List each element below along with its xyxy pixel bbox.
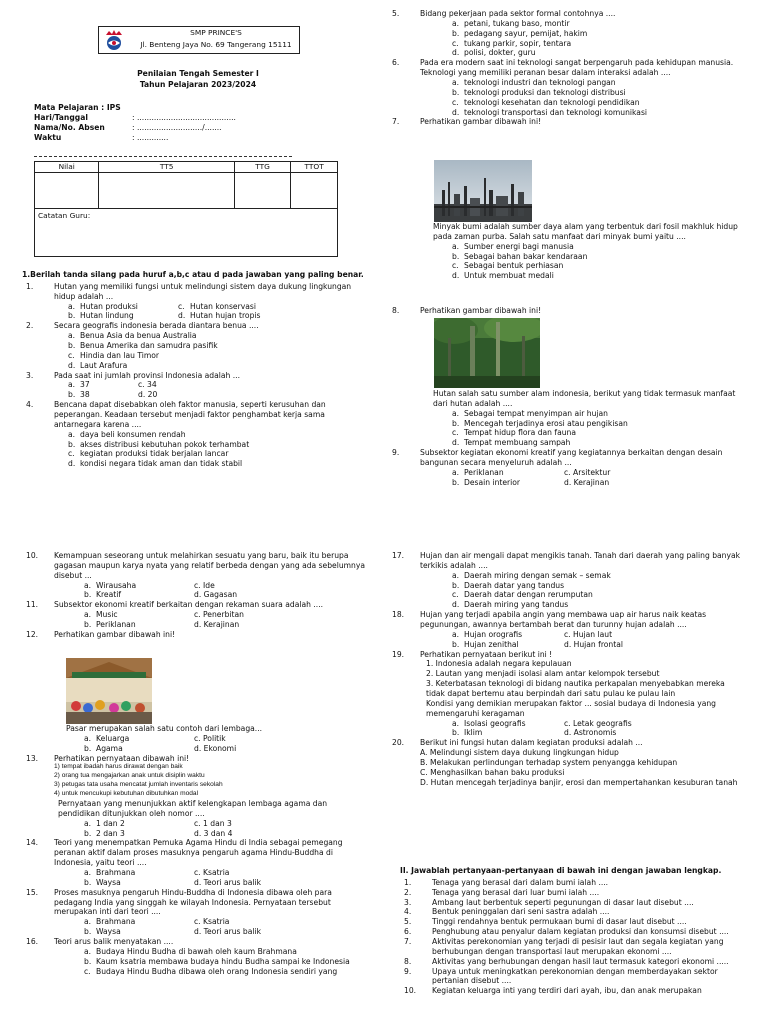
q19-statement-1: 1. Indonesia adalah negara kepulauan: [426, 659, 572, 669]
question-12: 12. Perhatikan gambar dibawah ini!: [26, 629, 176, 639]
section-2-title: II. Jawablah pertanyaan-pertanyaan di bawah ini dengan jawaban lengkap.: [400, 866, 722, 875]
q19-option-d[interactable]: d. Astronomis: [564, 728, 617, 738]
meta-name-value[interactable]: : .........................../.......: [132, 122, 222, 132]
q16-option-c[interactable]: Budaya Hindu Budha dibawa oleh orang Indonesia sendiri yang: [96, 966, 338, 976]
essay-item[interactable]: 6. Penghubung atau penyalur dalam kegiatan produksi dan konsumsi disebut ....: [404, 927, 729, 937]
q2-option-d[interactable]: Laut Arafura: [80, 360, 128, 370]
essay-item[interactable]: 1. Tenaga yang berasal dari dalam bumi ialah ....: [404, 877, 609, 887]
section-2-block: [400, 866, 746, 996]
q17-option-d[interactable]: Daerah miring yang tandus: [464, 600, 569, 610]
q8-option-b[interactable]: Mencegah terjadinya erosi atau pengikisan: [464, 418, 628, 428]
question-13: 13. Perhatikan pernyataan dibawah ini! 1) tempat ibadah harus dirawat dengan baik 2) orang tua mengajarkan anak untuk disiplin waktu 3) petugas tata usaha mencatat jumlah inventaris sekolah 4) untuk mencukupi kebutuhan dibutuhkan modal Pernyataan yang menunjukkan aktif kelengkapan lembaga agama dan pendidikan ditunjukkan oleh nomor .... a. 1 dan 2 c. 1 dan 3 b. 2 dan 3 d. 3 dan 4: [40, 754, 370, 839]
q11-option-b[interactable]: Periklanan: [96, 620, 136, 630]
school-logo-icon: [102, 29, 126, 51]
q16-option-b[interactable]: Kaum ksatria membawa budaya hindu Budha sampai ke Indonesia: [96, 956, 350, 966]
q1-option-b[interactable]: Hutan lindung: [80, 311, 134, 321]
q11-option-a[interactable]: Music: [96, 610, 118, 620]
q17-option-a[interactable]: Daerah miring dengan semak – semak: [464, 570, 611, 580]
q13-option-a[interactable]: 1 dan 2: [96, 818, 125, 828]
q16-option-a[interactable]: Budaya Hindu Budha di bawah oleh kaum Brahmana: [96, 946, 297, 956]
teacher-note[interactable]: [35, 209, 338, 257]
q5-option-b[interactable]: pedagang sayur, pemijat, hakim: [464, 28, 588, 38]
q13-option-d[interactable]: d. 3 dan 4: [194, 828, 233, 838]
meta-name-label: Nama/No. Absen: [34, 122, 105, 132]
q4-option-c[interactable]: kegiatan produksi tidak berjalan lancar: [80, 449, 229, 459]
q5-option-d[interactable]: polisi, dokter, guru: [464, 48, 536, 58]
grade-cell[interactable]: [291, 173, 338, 209]
q8-option-d[interactable]: Tempat membuang sampah: [464, 438, 571, 448]
question-8: 8. Perhatikan gambar dibawah ini!: [392, 306, 542, 315]
q4-option-d[interactable]: kondisi negara tidak aman dan tidak stabil: [80, 459, 243, 469]
q7-description: Minyak bumi adalah sumber daya alam yang terbentuk dari fosil makhluk hidup pada zaman purba. Salah satu manfaat dari minyak bumi yaitu ....: [433, 222, 738, 241]
q15-option-c[interactable]: c. Ksatria: [194, 917, 230, 927]
grade-col-ttot: TTOT: [291, 162, 338, 173]
question-10: 10. Kemampuan seseorang untuk melahirkan sesuatu yang baru, baik itu berupa gagasan maupun karya nyata yang relatif berbeda dengan yang ada sebelumnya disebut ... a. Wirausaha c. Ide b. Kreatif d. Gagasan: [26, 551, 366, 600]
q20-option-c[interactable]: C. Menghasilkan bahan baku produksi: [420, 767, 565, 777]
q7-option-c[interactable]: Sebagai bentuk perhiasan: [464, 261, 564, 271]
question-6: 6. Pada era modern saat ini teknologi sangat berpengaruh pada kehidupan manusia. Teknologi yang memiliki peranan besar dalam interaksi adalah .... a. teknologi industri dan teknologi pangan b. teknologi produksi dan teknologi distribusi c. teknologi kesehatan dan teknologi pendidikan d. teknologi transportasi dan teknologi komunikasi: [392, 58, 734, 117]
grade-col-tt5: TT5: [99, 162, 234, 173]
question-19: 19. Perhatikan pernyataan berikut ini ! 1. Indonesia adalah negara kepulauan 2. Lautan yang menjadi isolasi alam antar kelompok tersebut 3. Keterbatasan teknologi di bidang nautika perkapalan menyebabkan mereka tidak dapat bertemu atau berpindah dari satu pulau ke pulau lain Kondisi yang demikian merupakan faktor ... sosial budaya di Indonesia yang memengaruhi keragaman a. Isolasi geografis c. Letak geografis b. Iklim d. Astronomis: [406, 650, 746, 739]
q19-option-a[interactable]: Isolasi geografis: [464, 718, 526, 728]
q2-option-b[interactable]: Benua Amerika dan samudra pasifik: [80, 341, 218, 351]
q9-option-a[interactable]: Periklanan: [464, 467, 504, 477]
oil-refinery-image: [434, 160, 532, 222]
q18-option-c[interactable]: c. Hujan laut: [564, 629, 613, 639]
q3-option-c[interactable]: c. 34: [138, 380, 157, 390]
q1-option-c[interactable]: Hutan konservasi: [190, 301, 256, 311]
q19-option-c[interactable]: c. Letak geografis: [564, 718, 632, 728]
q10-option-a[interactable]: Wirausaha: [96, 580, 137, 590]
q19-statement-2: 2. Lautan yang menjadi isolasi alam antar kelompok tersebut: [426, 669, 660, 679]
q13-statement-2: 2) orang tua mengajarkan anak untuk disiplin waktu: [54, 772, 205, 780]
q14-option-a[interactable]: Brahmana: [96, 868, 136, 878]
q11-option-d[interactable]: d. Kerajinan: [194, 620, 240, 630]
q19-statement-3: 3. Keterbatasan teknologi di bidang nautika perkapalan menyebabkan mereka tidak dapat bertemu atau berpindah dari satu pulau ke pulau lain: [426, 679, 725, 699]
q15-option-b[interactable]: Waysa: [96, 927, 121, 937]
question-4: 4. Bencana dapat disebabkan oleh faktor manusia, seperti kerusuhan dan peperangan. Keadaan tersebut menjadi faktor penghambat kerja sama antarnegara karena .... a. daya beli konsumen rendah b. akses distribusi kebutuhan pokok terhambat c. kegiatan produksi tidak berjalan lancar d. kondisi negara tidak aman dan tidak stabil: [26, 400, 326, 469]
exam-year: Tahun Pelajaran 2023/2024: [139, 80, 257, 89]
q6-option-a[interactable]: teknologi industri dan teknologi pangan: [464, 78, 616, 88]
question-5: 5. Bidang pekerjaan pada sektor formal contohnya .... a. petani, tukang baso, montir b. pedagang sayur, pemijat, hakim c. tukang parkir, sopir, tentara d. polisi, dokter, guru: [392, 9, 616, 58]
q4-option-a[interactable]: daya beli konsumen rendah: [80, 429, 186, 439]
q10-option-c[interactable]: c. Ide: [194, 580, 215, 590]
meta-date-label: Hari/Tanggal: [34, 112, 88, 122]
exam-title: Penilaian Tengah Semester I: [137, 69, 259, 78]
question-11: 11. Subsektor ekonomi kreatif berkaitan dengan rekaman suara adalah .... a. Music c. Penerbitan b. Periklanan d. Kerajinan: [26, 600, 324, 630]
q9-option-c[interactable]: c. Arsitektur: [564, 467, 611, 477]
q7-option-a[interactable]: Sumber energi bagi manusia: [464, 241, 574, 251]
meta-time-value[interactable]: : .............: [132, 132, 169, 142]
question-9: 9. Subsektor kegiatan ekonomi kreatif yang kegiatannya berkaitan dengan desain bangunan secara menyeluruh adalah ...: [392, 448, 723, 468]
grade-cell[interactable]: [99, 173, 234, 209]
q13-description: Pernyataan yang menunjukkan aktif kelengkapan lembaga agama dan pendidikan ditunjukkan oleh nomor ....: [58, 799, 328, 818]
q13-option-c[interactable]: c. 1 dan 3: [194, 818, 232, 828]
essay-item[interactable]: 5. Tinggi rendahnya bentuk permukaan bumi di dasar laut disebut ....: [404, 917, 687, 927]
school-address: Jl. Benteng Jaya No. 69 Tangerang 15111: [140, 40, 292, 49]
question-3: 3. Pada saat ini jumlah provinsi Indonesia adalah ... a. 37 c. 34 b. 38 d. 20: [26, 370, 241, 400]
school-name: SMP PRINCE'S: [190, 28, 242, 37]
q3-option-b[interactable]: 38: [80, 390, 90, 400]
q19-description: Kondisi yang demikian merupakan faktor ... sosial budaya di Indonesia yang memengaruhi keragaman: [426, 698, 716, 718]
q6-option-d[interactable]: teknologi transportasi dan teknologi komunikasi: [464, 107, 648, 117]
q12-description: Pasar merupakan salah satu contoh dari lembaga...: [66, 724, 263, 733]
meta-date-value[interactable]: : .........................................: [132, 112, 236, 122]
q13-statement-4: 4) untuk mencukupi kebutuhan dibutuhkan modal: [54, 790, 199, 798]
grade-cell[interactable]: [35, 173, 99, 209]
q7-option-b[interactable]: Sebagai bahan bakar kendaraan: [464, 251, 588, 261]
question-15: 15. Proses masuknya pengaruh Hindu-Buddha di Indonesia dibawa oleh para pedagang India yang singgah ke wilayah Indonesia. Pernyataan tersebut merupakan inti dari teori .... a. Brahmana c. Ksatria b. Waysa d. Teori arus balik: [26, 887, 332, 937]
question-17: 17. Hujan dan air mengali dapat mengikis tanah. Tanah dari daerah yang paling banyak terkikis adalah .... a. Daerah miring dengan semak – semak b. Daerah datar yang tandus c. Daerah datar dengan rerumputan d. Daerah miring yang tandus: [392, 551, 741, 610]
q7-option-d[interactable]: Untuk membuat medali: [464, 271, 554, 281]
meta-block: [34, 103, 294, 142]
q17-option-b[interactable]: Daerah datar yang tandus: [464, 580, 565, 590]
q9-option-b[interactable]: Desain interior: [464, 477, 521, 487]
meta-subject: Mata Pelajaran : IPS: [34, 103, 121, 112]
q2-option-a[interactable]: Benua Asia da benua Australia: [80, 331, 197, 341]
q12-option-b[interactable]: Agama: [96, 743, 123, 753]
q13-statement-3: 3) petugas tata usaha mencatat jumlah inventaris sekolah: [54, 781, 223, 789]
q10-option-b[interactable]: Kreatif: [96, 590, 122, 600]
grade-col-ttg: TTG: [234, 162, 290, 173]
essay-item[interactable]: 7. Aktivitas perekonomian yang terjadi di pesisir laut dan segala kegiatan yang berhubungan dengan transportasi laut merupakan ekonomi ....: [404, 937, 724, 956]
q12-option-a[interactable]: Keluarga: [96, 733, 130, 743]
q1-option-a[interactable]: Hutan produksi: [80, 301, 138, 311]
forest-image: [434, 318, 540, 388]
q14-option-b[interactable]: Waysa: [96, 877, 121, 887]
teacher-note-label: Catatan Guru:: [38, 211, 91, 220]
q18-option-d[interactable]: d. Hujan frontal: [564, 639, 623, 649]
bottom-left-block-2: Pasar merupakan salah satu contoh dari lembaga... a. Keluarga c. Politik b. Agama d. Ekonomi 13. Perhatikan pernyataan dibawah ini! 1) tempat ibadah harus dirawat dengan baik 2) orang tua mengajarkan anak untuk disiplin waktu 3) petugas tata usaha mencatat jumlah inventaris sekolah 4) untuk mencukupi kebutuhan dibutuhkan modal Pernyataan yang menunjukkan aktif kelengkapan lembaga agama dan pendidikan ditunjukkan oleh nomor .... a. 1 dan 2 c. 1 dan 3 b. 2 dan 3 d. 3 dan 4 14. Teori yang menempatkan Pemuka Agama Hindu di India sebagai pemegang peranan aktif dalam proses masuknya pengaruh agama Hindu-Buddha di Indonesia, yaitu teori .... a. Brahmana c. Ksatria b. Waysa d. Teori arus balik 15. Proses masuknya pengaruh Hindu-Buddha di Indonesia dibawa oleh para pedagang India yang singgah ke wilayah Indonesia. Pernyataan tersebut merupakan inti dari teori .... a. Brahmana c. Ksatria b. Waysa d. Teori arus balik 16. Teori arus balik menyatakan .... a. Budaya Hindu Budha di bawah oleh kaum Brahmana b. Kaum ksatria membawa budaya hindu Budha sampai ke Indonesia c. Budaya Hindu Budha dibawa oleh orang Indonesia sendiri yang: [40, 724, 370, 976]
q18-option-b[interactable]: Hujan zenithal: [464, 639, 519, 649]
essay-item[interactable]: 9. Upaya untuk meningkatkan perekonomian dengan memberdayakan sektor pertanian disebut ....: [404, 966, 718, 986]
q12-option-d[interactable]: d. Ekonomi: [194, 743, 237, 753]
q8-option-a[interactable]: Sebagai tempat menyimpan air hujan: [464, 408, 608, 418]
q5-option-c[interactable]: tukang parkir, sopir, tentara: [464, 38, 572, 48]
question-16: 16. Teori arus balik menyatakan .... a. Budaya Hindu Budha di bawah oleh kaum Brahmana b. Kaum ksatria membawa budaya hindu Budha sampai ke Indonesia c. Budaya Hindu Budha dibawa oleh orang Indonesia sendiri yang: [26, 937, 350, 976]
q11-option-c[interactable]: c. Penerbitan: [194, 610, 244, 620]
question-20: 20. Berikut ini fungsi hutan dalam kegiatan produksi adalah ... A. Melindungi sistem daya dukung lingkungan hidup B. Melakukan perlindungan terhadap system penyangga kehidupan C. Menghasilkan bahan baku produksi D. Hutan mencegah terjadinya banjir, erosi dan mempertahankan kesuburan tanah: [406, 738, 746, 787]
q1-option-d[interactable]: Hutan hujan tropis: [190, 311, 261, 321]
grade-table: [34, 161, 338, 257]
question-7-body: Minyak bumi adalah sumber daya alam yang terbentuk dari fosil makhluk hidup pada zaman purba. Salah satu manfaat dari minyak bumi yaitu .... a. Sumber energi bagi manusia b. Sebagai bahan bakar kendaraan c. Sebagai bentuk perhiasan d. Untuk membuat medali: [406, 222, 746, 281]
essay-item[interactable]: 2. Tenaga yang berasal dari luar bumi ialah ....: [404, 887, 600, 897]
q6-option-c[interactable]: teknologi kesehatan dan teknologi pendidikan: [464, 97, 640, 107]
q12-option-c[interactable]: c. Politik: [194, 733, 226, 743]
q6-option-b[interactable]: teknologi produksi dan teknologi distribusi: [464, 87, 626, 97]
section-1-block: [22, 270, 370, 469]
q20-option-d[interactable]: D. Hutan mencegah terjadinya banjir, erosi dan mempertahankan kesuburan tanah: [420, 777, 738, 787]
question-8-body: Hutan salah satu sumber alam indonesia, berikut yang tidak termasuk manfaat dari hutan adalah .... a. Sebagai tempat menyimpan air hujan b. Mencegah terjadinya erosi atau pengikisan c. Tempat hidup flora dan fauna d. Tempat membuang sampah 9. Subsektor kegiatan ekonomi kreatif yang kegiatannya berkaitan dengan desain bangunan secara menyeluruh adalah ... a. Periklanan c. Arsitektur b. Desain interior d. Kerajinan: [406, 389, 746, 488]
q3-option-d[interactable]: d. 20: [138, 390, 158, 400]
q10-option-d[interactable]: d. Gagasan: [194, 590, 238, 600]
meta-time-label: Waktu: [34, 132, 62, 142]
q9-option-d[interactable]: d. Kerajinan: [564, 477, 610, 487]
divider-line: [34, 156, 292, 157]
market-image: [66, 658, 152, 724]
q15-option-d[interactable]: d. Teori arus balik: [194, 927, 262, 937]
essay-list: [404, 877, 746, 996]
question-1: 1. Hutan yang memiliki fungsi untuk melindungi sistem daya dukung lingkungan hidup adalah ... a. Hutan produksi c. Hutan konservasi b. Hutan lindung d. Hutan hujan tropis: [26, 281, 352, 321]
essay-item[interactable]: 3. Ambang laut berbentuk seperti pegunungan di dasar laut disebut ....: [404, 897, 694, 907]
school-header-box: [98, 26, 300, 54]
q8-option-c[interactable]: Tempat hidup flora dan fauna: [464, 428, 576, 438]
grade-col-nilai: Nilai: [35, 162, 99, 173]
q14-option-c[interactable]: c. Ksatria: [194, 868, 230, 878]
question-14: 14. Teori yang menempatkan Pemuka Agama Hindu di India sebagai pemegang peranan aktif dalam proses masuknya pengaruh agama Hindu-Buddha di Indonesia, yaitu teori .... a. Brahmana c. Ksatria b. Waysa d. Teori arus balik: [26, 838, 343, 887]
question-18: 18. Hujan yang terjadi apabila angin yang membawa uap air harus naik keatas pegunungan, awannya bertambah berat dan turunny hujan adalah .... a. Hujan orografis c. Hujan laut b. Hujan zenithal d. Hujan frontal: [392, 610, 707, 649]
right-top-block: [392, 9, 746, 127]
q17-option-c[interactable]: Daerah datar dengan rerumputan: [464, 590, 593, 600]
q14-option-d[interactable]: d. Teori arus balik: [194, 877, 262, 887]
q4-option-b[interactable]: akses distribusi kebutuhan pokok terhambat: [80, 439, 250, 449]
q15-option-a[interactable]: Brahmana: [96, 917, 136, 927]
essay-item[interactable]: 8. Aktivitas yang berhubungan dengan hasil laut termasuk kategori ekonomi .....: [404, 956, 729, 966]
q3-option-a[interactable]: 37: [80, 380, 90, 390]
question-7: 7. Perhatikan gambar dibawah ini!: [392, 117, 542, 127]
q20-option-b[interactable]: B. Melakukan perlindungan terhadap system penyangga kehidupan: [420, 758, 678, 768]
bottom-left-block: [26, 551, 370, 640]
q18-option-a[interactable]: Hujan orografis: [464, 629, 523, 639]
q19-option-b[interactable]: Iklim: [464, 728, 483, 738]
q5-option-a[interactable]: petani, tukang baso, montir: [464, 18, 570, 28]
q8-description: Hutan salah satu sumber alam indonesia, berikut yang tidak termasuk manfaat dari hutan adalah ....: [433, 389, 736, 408]
q13-option-b[interactable]: 2 dan 3: [96, 828, 125, 838]
essay-item[interactable]: 4. Bentuk peninggalan dari seni sastra adalah ....: [404, 907, 610, 917]
q2-option-c[interactable]: Hindia dan lau Timor: [80, 350, 160, 360]
essay-item[interactable]: 10. Kegiatan keluarga inti yang terdiri dari ayah, ibu, dan anak merupakan: [404, 986, 702, 996]
q20-option-a[interactable]: A. Melindungi sistem daya dukung lingkungan hidup: [420, 748, 619, 758]
question-2: 2. Secara geografis indonesia berada diantara benua .... a. Benua Asia da benua Australia b. Benua Amerika dan samudra pasifik c. Hindia dan lau Timor d. Laut Arafura: [26, 321, 259, 370]
q13-statement-1: 1) tempat ibadah harus dirawat dengan baik: [54, 763, 183, 771]
bottom-right-block: [392, 551, 746, 788]
grade-cell[interactable]: [234, 173, 290, 209]
section-1-title: 1.Berilah tanda silang pada huruf a,b,c atau d pada jawaban yang paling benar.: [22, 270, 364, 279]
